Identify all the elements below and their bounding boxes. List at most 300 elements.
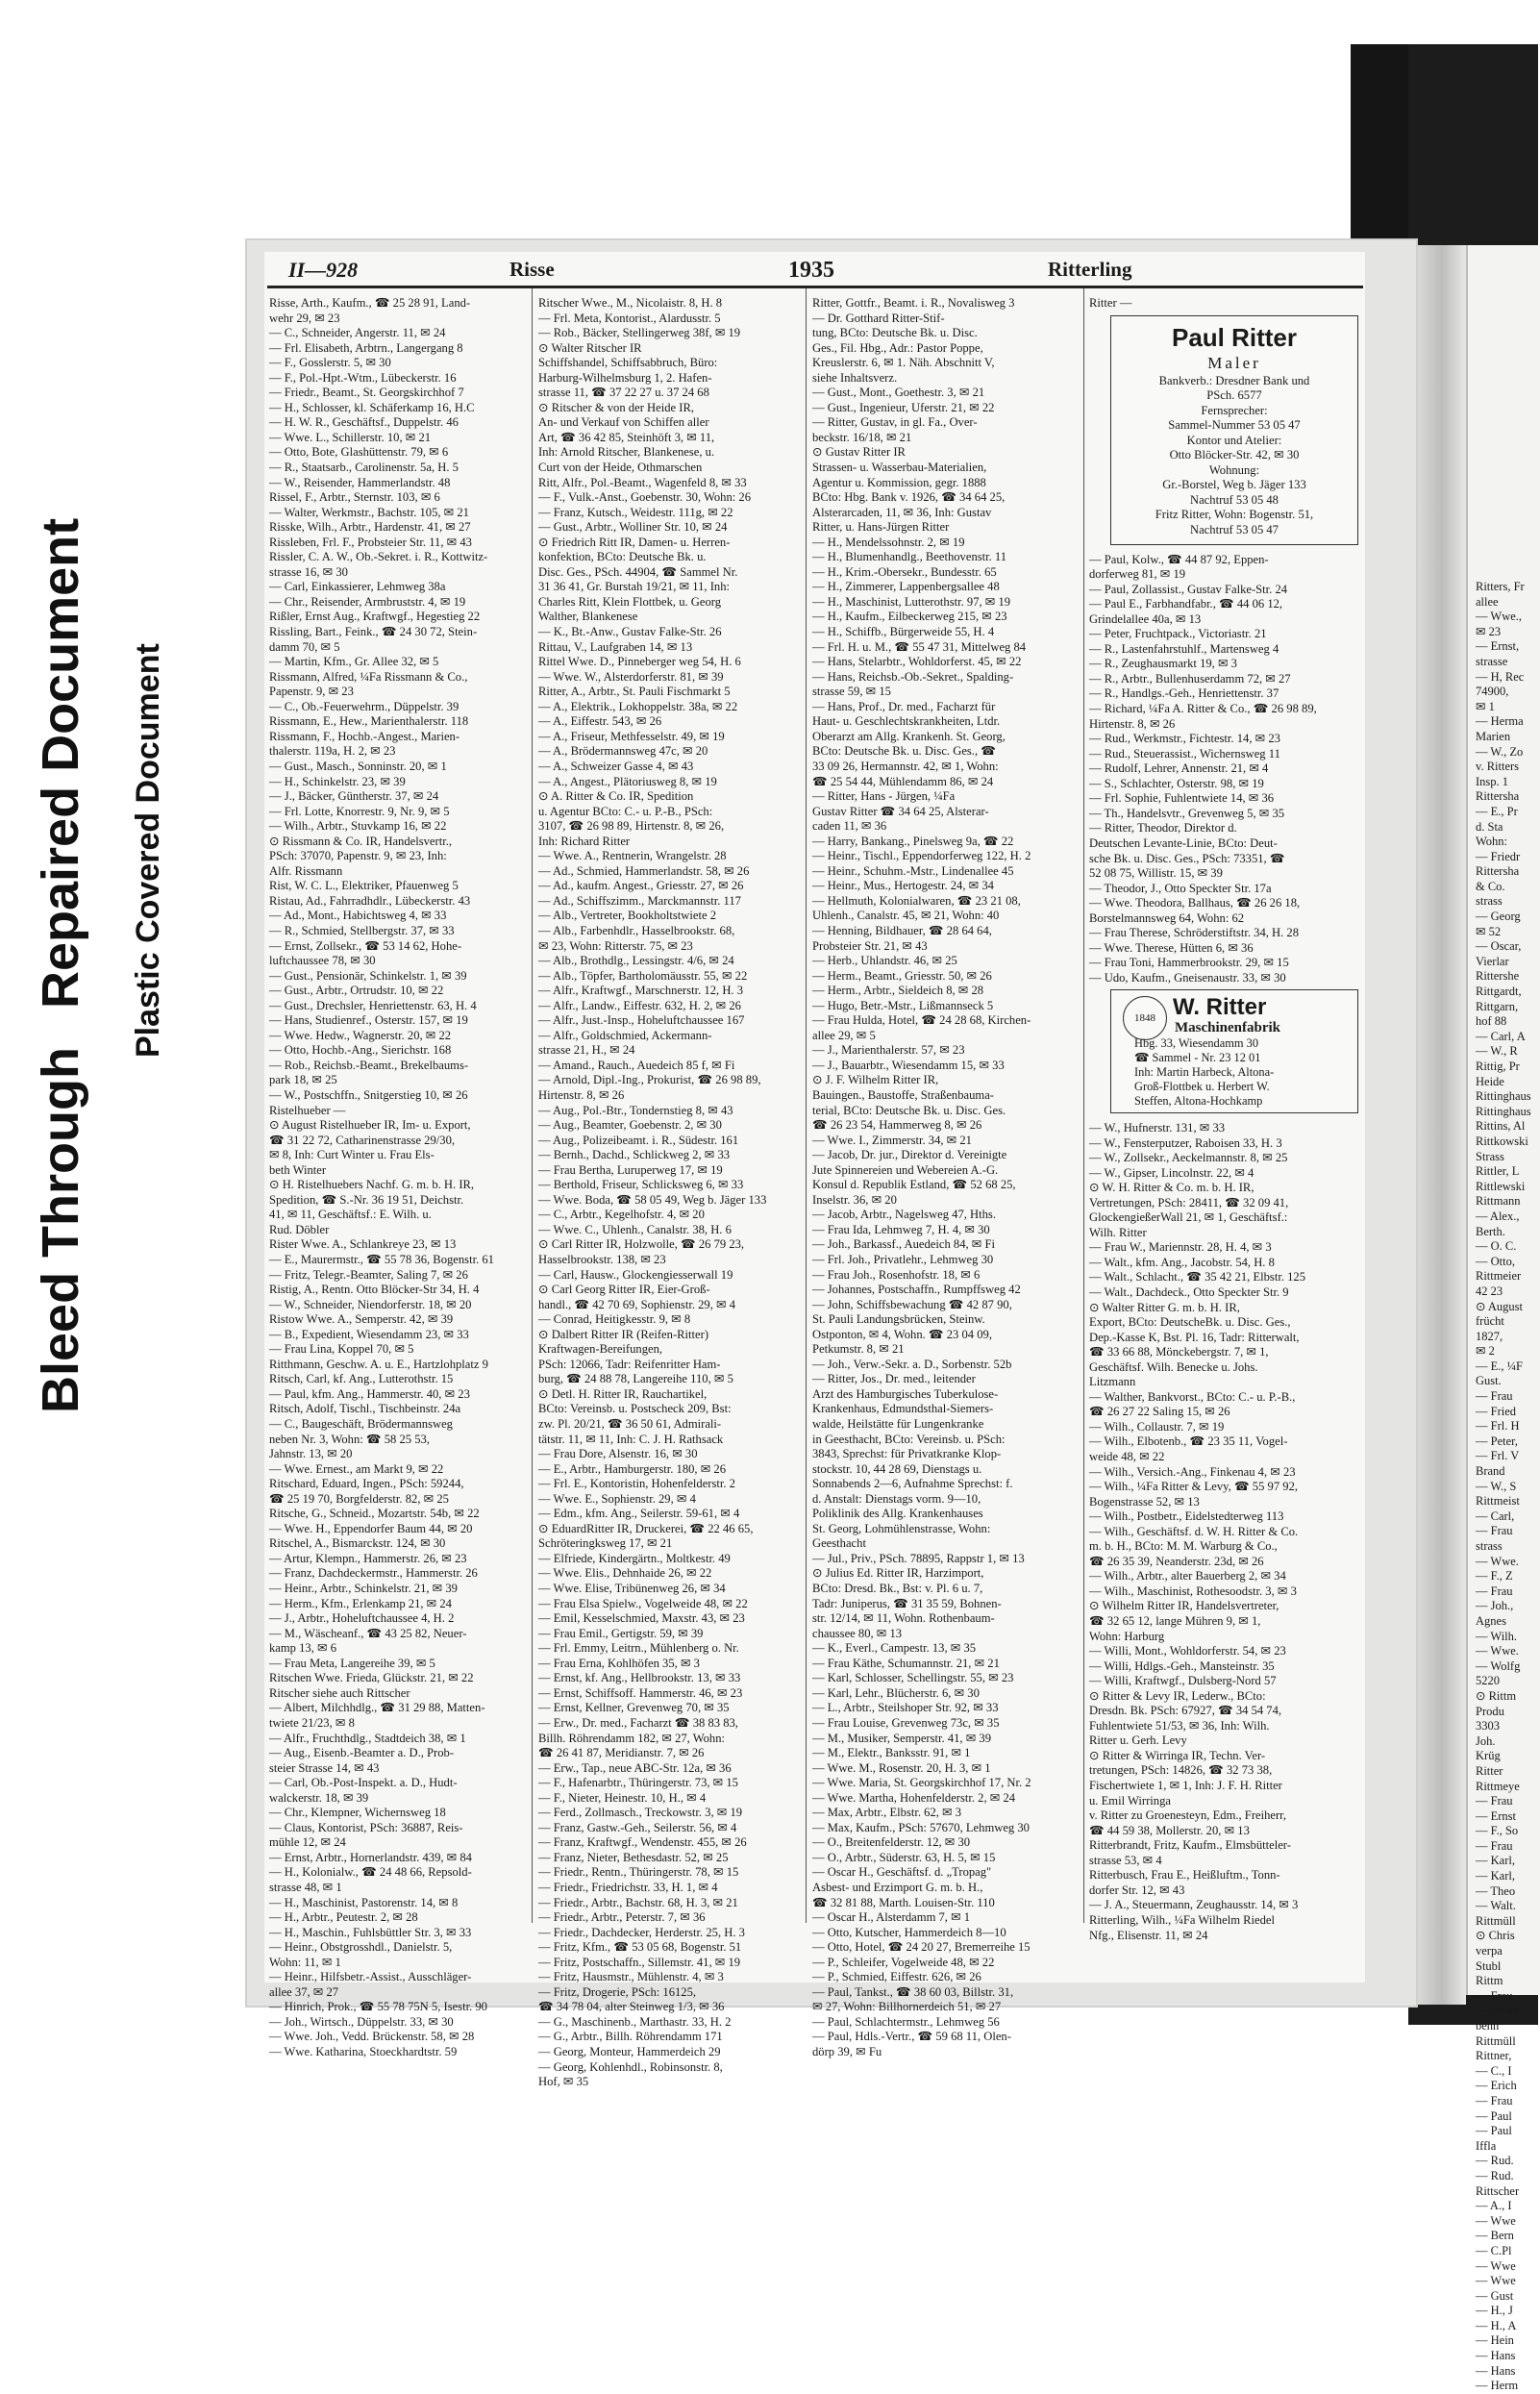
directory-entry: Inh: Martin Harbeck, Altona- xyxy=(1134,1064,1275,1079)
directory-entry: — Alfr., Fruchthdlg., Stadtdeich 38, ✉ 1 xyxy=(269,1731,466,1745)
directory-entry: — H., Schinkelstr. 23, ✉ 39 xyxy=(269,774,406,788)
directory-entry: — Max, Arbtr., Elbstr. 62, ✉ 3 xyxy=(812,1806,962,1820)
directory-entry: ⊙ Detl. H. Ritter IR, Rauchartikel, xyxy=(538,1386,708,1401)
directory-entry: — Ad., Schmied, Hammerlandstr. 58, ✉ 26 xyxy=(538,863,750,878)
directory-entry: — H., Schiffb., Bürgerweide 55, H. 4 xyxy=(812,625,995,639)
directory-entry: Ristau, Ad., Fahrradhdlr., Lübeckerstr. 43 xyxy=(269,893,471,908)
directory-entry: — E., Pr xyxy=(1476,804,1518,818)
directory-entry: — A., Eiffestr. 543, ✉ 26 xyxy=(538,714,662,729)
directory-entry: ☎ 26 27 22 Saling 15, ✉ 26 xyxy=(1089,1405,1230,1419)
directory-entry: — Wwe. Hedw., Wagnerstr. 20, ✉ 22 xyxy=(269,1028,452,1042)
directory-entry: — Hinrich, Prok., ☎ 55 78 75N 5, Isestr. 90 xyxy=(269,2000,487,2014)
directory-entry: — Frau Louise, Grevenweg 73c, ✉ 35 xyxy=(812,1715,1000,1730)
directory-entry: Ritter, A., Arbtr., St. Pauli Fischmarkt 5 xyxy=(538,685,731,699)
directory-entry: — Karl, xyxy=(1476,1854,1515,1868)
directory-entry: ✉ 52 xyxy=(1476,924,1502,938)
directory-entry: 74900, xyxy=(1476,685,1509,699)
directory-entry: 42 23 xyxy=(1476,1284,1503,1298)
directory-entry: — Frau xyxy=(1476,1524,1513,1538)
directory-entry: — Alb., Töpfer, Bartholomäusstr. 55, ✉ 22 xyxy=(538,968,748,983)
directory-entry: ☎ 26 41 87, Meridianstr. 7, ✉ 26 xyxy=(538,1746,705,1760)
directory-entry: — F., Pol.-Hpt.-Wtm., Lübeckerstr. 16 xyxy=(269,370,457,385)
directory-entry: — Heinr., Schuhm.-Mstr., Lindenallee 45 xyxy=(812,863,1014,878)
directory-entry: — Friedr., Rentn., Thüringerstr. 78, ✉ 15 xyxy=(538,1865,739,1880)
directory-entry: — H., Arbtr., Peutestr. 2, ✉ 28 xyxy=(269,1910,418,1925)
directory-entry: — Conrad, Heitigkesstr. 9, ✉ 8 xyxy=(538,1312,691,1327)
directory-entry: — Rob., Reichsb.-Beamt., Brekelbaums- xyxy=(269,1058,469,1072)
directory-entry: strasse 59, ✉ 15 xyxy=(812,685,891,699)
directory-entry: BCto: Dresd. Bk., Bst: v. Pl. 6 u. 7, xyxy=(812,1582,983,1596)
directory-entry: Grindelallee 40a, ✉ 13 xyxy=(1089,611,1202,626)
directory-entry: ⊙ August Ristelhueber IR, Im- u. Export, xyxy=(269,1118,471,1133)
directory-entry: — Fritz, Postschaffn., Sillemstr. 41, ✉ 19 xyxy=(538,1955,741,1969)
directory-entry: — Herm., Beamt., Griesstr. 50, ✉ 26 xyxy=(812,968,992,983)
directory-entry: Art, ☎ 36 42 85, Steinhöft 3, ✉ 11, xyxy=(538,430,715,444)
directory-entry: — W., Zo xyxy=(1476,744,1524,759)
directory-entry: — Walt., kfm. Ang., Jacobstr. 54, H. 8 xyxy=(1089,1255,1275,1269)
directory-entry: — A., I xyxy=(1476,2199,1512,2213)
directory-entry: — Rud. xyxy=(1476,2168,1514,2182)
directory-entry: — Franz, Kutsch., Weidestr. 111g, ✉ 22 xyxy=(538,505,733,519)
directory-entry: — Alex., xyxy=(1476,1209,1520,1223)
directory-entry: — Ritter, Jos., Dr. med., leitender xyxy=(812,1372,976,1386)
directory-entry: 31 36 41, Gr. Burstah 19/21, ✉ 11, Inh: xyxy=(538,580,730,594)
directory-entry: — Wwe. Katharina, Stoeckhardtstr. 59 xyxy=(269,2044,458,2058)
directory-entry: ☎ 26 35 39, Neanderstr. 23d, ✉ 26 xyxy=(1089,1554,1264,1568)
directory-entry: — Aug., Polizeibeamt. i. R., Südestr. 161 xyxy=(538,1133,739,1147)
directory-entry: Wohn: 11, ✉ 1 xyxy=(269,1955,341,1969)
directory-entry: — Georg, Kohlenhdl., Robinsonstr. 8, xyxy=(538,2059,723,2074)
directory-entry: — A., Elektrik., Lokhoppelstr. 38a, ✉ 22 xyxy=(538,699,738,713)
directory-entry: — R., Staatsarb., Carolinenstr. 5a, H. 5 xyxy=(269,461,459,475)
directory-entry: ☎ 32 65 12, lange Mühren 9, ✉ 1, xyxy=(1089,1614,1261,1629)
directory-entry: — Hans, Reichsb.-Ob.-Sekret., Spalding- xyxy=(812,669,1014,684)
page-header xyxy=(288,258,1346,287)
directory-entry: Gr.-Borstel, Weg b. Jäger 133 xyxy=(1162,478,1306,492)
directory-entry: Arzt des Hamburgisches Tuberkulose- xyxy=(812,1386,999,1401)
directory-entry: Ritschel, A., Bismarckstr. 124, ✉ 30 xyxy=(269,1536,446,1551)
directory-entry: twiete 21/23, ✉ 8 xyxy=(269,1715,355,1730)
directory-entry: — C., Arbtr., Kegelhofstr. 4, ✉ 20 xyxy=(538,1208,705,1222)
directory-entry: — Arnold, Dipl.-Ing., Prokurist, ☎ 26 98 89, xyxy=(538,1073,761,1087)
directory-entry: — Alfr., Goldschmied, Ackermann- xyxy=(538,1028,712,1042)
directory-entry: — Jul., Priv., PSch. 78895, Rappstr 1, ✉ 13 xyxy=(812,1551,1025,1565)
directory-entry: Ritter u. Gerh. Levy xyxy=(1089,1733,1187,1748)
directory-entry: — K., Bt.-Anw., Gustav Falke-Str. 26 xyxy=(538,625,722,639)
directory-entry: Rittmeye xyxy=(1476,1779,1520,1793)
directory-entry: allee 29, ✉ 5 xyxy=(812,1028,876,1042)
directory-entry: — Paul, Zollassist., Gustav Falke-Str. 24 xyxy=(1089,582,1288,596)
directory-entry: ✉ 23, Wohn: Ritterstr. 75, ✉ 23 xyxy=(538,938,693,953)
directory-entry: Ritter, u. Hans-Jürgen Ritter xyxy=(812,520,950,535)
directory-entry: — Walt., Dachdeck., Otto Speckter Str. 9 xyxy=(1089,1284,1289,1299)
directory-entry: — H. W. R., Geschäftsf., Duppelstr. 46 xyxy=(269,415,459,430)
directory-entry: Berth. xyxy=(1476,1224,1505,1238)
directory-entry: — Alfr., Just.-Insp., Hoheluftchaussee 167 xyxy=(538,1013,745,1028)
directory-entry: — Gust., Pensionär, Schinkelstr. 1, ✉ 39 xyxy=(269,968,467,983)
directory-entry: — Fritz, Telegr.-Beamter, Saling 7, ✉ 26 xyxy=(269,1267,468,1282)
directory-entry: — Max, Kaufm., PSch: 57670, Lehmweg 30 xyxy=(812,1820,1030,1834)
directory-entry: Billh. Röhrendamm 182, ✉ 27, Wohn: xyxy=(538,1731,726,1745)
directory-entry: — Jacob, Dr. jur., Direktor d. Vereinigte xyxy=(812,1148,1007,1162)
directory-entry: — Erw., Tap., neue ABC-Str. 12a, ✉ 36 xyxy=(538,1760,732,1775)
directory-entry: — Frau Erna, Kohlhöfen 35, ✉ 3 xyxy=(538,1656,700,1670)
directory-entry: — J., Arbtr., Hoheluftchaussee 4, H. 2 xyxy=(269,1611,455,1626)
directory-entry: — H., Kaufm., Eilbeckerweg 215, ✉ 23 xyxy=(812,610,1007,624)
directory-entry: — Herm., Arbtr., Sieldeich 8, ✉ 28 xyxy=(812,984,984,998)
directory-entry: — Carl, xyxy=(1476,1509,1515,1523)
directory-entry: Insp. 1 xyxy=(1476,774,1509,788)
directory-entry: — H., Schlosser, kl. Schäferkamp 16, H.C xyxy=(269,400,475,414)
directory-entry: — O., Arbtr., Süderstr. 63, H. 5, ✉ 15 xyxy=(812,1850,996,1864)
directory-entry: — Willi, Kraftwgf., Dulsberg-Nord 57 xyxy=(1089,1674,1277,1688)
directory-entry: Ritschard, Eduard, Ingen., PSch: 59244, xyxy=(269,1477,464,1491)
directory-entry: — Fried xyxy=(1476,1404,1517,1418)
directory-entry: — Frl. Lotte, Knorrestr. 9, Nr. 9, ✉ 5 xyxy=(269,804,450,818)
directory-entry: — Joh., Wirtsch., Düppelstr. 33, ✉ 30 xyxy=(269,2014,454,2029)
directory-entry: Rittershe xyxy=(1476,969,1520,984)
directory-entry: Kontor und Atelier: xyxy=(1186,433,1282,447)
directory-entry: dorferweg 81, ✉ 19 xyxy=(1089,567,1186,582)
directory-entry: Kreuslerstr. 6, ✉ 1. Näh. Abschnitt V, xyxy=(812,356,995,370)
directory-entry: — Heinr., Mus., Hertogestr. 24, ✉ 34 xyxy=(812,879,994,893)
directory-entry: Rittins, Al xyxy=(1476,1119,1526,1134)
directory-entry: — R., Arbtr., Bullenhuserdamm 72, ✉ 27 xyxy=(1089,671,1291,686)
directory-entry: BCto: Deutsche Bk. u. Disc. Ges., ☎ xyxy=(812,744,996,759)
directory-entry: Ritter xyxy=(1476,1763,1503,1778)
directory-entry: v. Ritter zu Groenesteyn, Edm., Freiherr, xyxy=(1089,1808,1287,1823)
seal-icon: 1848 xyxy=(1123,996,1167,1040)
directory-entry: Geschäftsf. Wilh. Benecke u. Johs. xyxy=(1089,1359,1258,1374)
directory-entry: — Wwe. Theodora, Ballhaus, ☎ 26 26 18, xyxy=(1089,896,1301,910)
directory-entry: — Erw., Dr. med., Facharzt ☎ 38 83 83, xyxy=(538,1715,738,1730)
directory-entry: — Hellmuth, Kolonialwaren, ☎ 23 21 08, xyxy=(812,893,1021,908)
directory-entry: — Wwe., xyxy=(1476,610,1523,624)
directory-entry: 41, ✉ 11, Geschäftsf.: E. Wilh. u. xyxy=(269,1208,432,1222)
directory-entry: Vertretungen, PSch: 28411, ☎ 32 09 41, xyxy=(1089,1195,1289,1209)
directory-entry: — Wilh., Versich.-Ang., Finkenau 4, ✉ 23 xyxy=(1089,1464,1296,1479)
directory-entry: — Wilh., Postbetr., Eidelstedterweg 113 xyxy=(1089,1509,1284,1524)
directory-entry: — Paul, kfm. Ang., Hammerstr. 40, ✉ 23 xyxy=(269,1386,470,1401)
directory-entry: — H., Krim.-Obersekr., Bundesstr. 65 xyxy=(812,564,997,579)
directory-entry: Harburg-Wilhelmsburg 1, 2. Hafen- xyxy=(538,370,712,385)
directory-entry: — W., Schneider, Niendorferstr. 18, ✉ 20 xyxy=(269,1297,472,1311)
directory-entry: Bogenstrasse 52, ✉ 13 xyxy=(1089,1494,1200,1509)
directory-entry: — Frau Toni, Hammerbrookstr. 29, ✉ 15 xyxy=(1089,956,1289,970)
directory-entry: — Hans, Stelarbtr., Wohldorferst. 45, ✉ 22 xyxy=(812,655,1022,669)
directory-entry: — W., Reisender, Hammerlandstr. 48 xyxy=(269,475,451,489)
directory-entry: — Ritter, Hans - Jürgen, ¼Fa xyxy=(812,789,956,804)
directory-entry: — Wwe. E., Sophienstr. 29, ✉ 4 xyxy=(538,1491,696,1506)
directory-entry: 5220 xyxy=(1476,1674,1500,1688)
directory-entry: Rittmeier xyxy=(1476,1269,1522,1284)
directory-entry: — Ritter, Gustav, in gl. Fa., Over- xyxy=(812,415,978,430)
directory-entry: — Peter, xyxy=(1476,1434,1518,1448)
directory-entry: Hirtenstr. 8, ✉ 26 xyxy=(1089,716,1176,731)
directory-entry: Risske, Wilh., Arbtr., Hardenstr. 41, ✉ 27 xyxy=(269,520,471,535)
next-page-strip xyxy=(1466,245,1540,2393)
directory-entry: Rißler, Ernst Aug., Kraftwgf., Hegestieg 22 xyxy=(269,610,481,624)
directory-entry: Sammel-Nummer 53 05 47 xyxy=(1168,418,1301,433)
directory-entry: Agentur u. Kommission, gegr. 1888 xyxy=(812,475,986,489)
directory-entry: — Friedr., Arbtr., Bachstr. 68, H. 3, ✉ 21 xyxy=(538,1895,738,1909)
directory-entry: Fischertwiete 1, ✉ 1, Inh: J. F. H. Ritter xyxy=(1089,1779,1282,1793)
directory-entry: — Peter, Fruchtpack., Victoriastr. 21 xyxy=(1089,627,1267,641)
directory-entry: — G., Arbtr., Billh. Röhrendamm 171 xyxy=(538,2030,723,2044)
directory-entry: — Alfr., Kraftwgf., Marschnerstr. 12, H. 3 xyxy=(538,984,744,998)
directory-entry: — Wwe. Ernest., am Markt 9, ✉ 22 xyxy=(269,1461,444,1476)
directory-entry: — Frau xyxy=(1476,1988,1513,2003)
directory-entry: Ritsch, Carl, kf. Ang., Lutterothstr. 15 xyxy=(269,1372,454,1386)
directory-entry: — Johan xyxy=(1476,2004,1519,2018)
directory-entry: — Paul xyxy=(1476,2124,1512,2138)
directory-entry: — B., Expedient, Wiesendamm 23, ✉ 33 xyxy=(269,1327,469,1341)
directory-entry: — Wwe. H., Eppendorfer Baum 44, ✉ 20 xyxy=(269,1521,473,1535)
directory-entry: — Hans, Prof., Dr. med., Facharzt für xyxy=(812,699,996,713)
directory-entry: Rittinghaus xyxy=(1476,1104,1531,1118)
directory-entry: — Frl. Sophie, Fuhlentwiete 14, ✉ 36 xyxy=(1089,791,1275,806)
directory-entry: — Walter, Werkmstr., Bachstr. 105, ✉ 21 xyxy=(269,505,469,519)
directory-entry: — Ernst, Schiffsoff. Hammerstr. 46, ✉ 23 xyxy=(538,1685,743,1700)
directory-entry: — W., Hufnerstr. 131, ✉ 33 xyxy=(1089,1120,1226,1135)
directory-entry: terial, BCto: Deutsche Bk. u. Disc. Ges. xyxy=(812,1103,1006,1117)
directory-entry: Rittgarn, xyxy=(1476,999,1519,1013)
directory-entry: Asbest- und Erzimport G. m. b. H., xyxy=(812,1880,983,1894)
directory-entry: Fuhlentwiete 51/53, ✉ 36, Inh: Wilh. xyxy=(1089,1718,1270,1733)
directory-entry: — Herm xyxy=(1476,2379,1519,2393)
directory-entry: ✉ 2 xyxy=(1476,1344,1495,1359)
directory-entry: tretungen, PSch: 14826, ☎ 32 73 38, xyxy=(1089,1763,1273,1778)
directory-entry: str. 12/14, ✉ 11, Wohn. Rothenbaum- xyxy=(812,1611,995,1626)
directory-entry: Otto Blöcker-Str. 42, ✉ 30 xyxy=(1169,448,1300,462)
directory-entry: St. Georg, Lohmühlenstrasse, Wohn: xyxy=(812,1521,991,1535)
directory-entry: — Gust., Ingenieur, Uferstr. 21, ✉ 22 xyxy=(812,400,995,414)
directory-entry: Ritterbusch, Frau E., Heißluftm., Tonn- xyxy=(1089,1868,1280,1883)
directory-entry: Ritt, Alfr., Pol.-Beamt., Wagenfeld 8, ✉ 33 xyxy=(538,475,747,489)
directory-entry: — Wwe. A., Rentnerin, Wrangelstr. 28 xyxy=(538,849,727,863)
directory-entry: — Frau Lina, Koppel 70, ✉ 5 xyxy=(269,1342,414,1357)
directory-entry: — Fritz, Kfm., ☎ 53 05 68, Bogenstr. 51 xyxy=(538,1940,742,1955)
column-divider xyxy=(1083,288,1084,1923)
directory-entry: — Wwe. C., Uhlenh., Canalstr. 38, H. 6 xyxy=(538,1222,732,1236)
directory-entry: BCto: Vereinsb. u. Postscheck 209, Bst: xyxy=(538,1402,732,1416)
directory-entry: Schiffshandel, Schiffsabbruch, Büro: xyxy=(538,356,718,370)
directory-entry: — O., Breitenfelderstr. 12, ✉ 30 xyxy=(812,1835,971,1850)
directory-entry: Uhlenh., Canalstr. 45, ✉ 21, Wohn: 40 xyxy=(812,909,1000,923)
directory-entry: ⊙ A. Ritter & Co. IR, Spedition xyxy=(538,789,694,804)
directory-entry: Dresdn. Bk. PSch: 67927, ☎ 34 54 74, xyxy=(1089,1704,1282,1718)
directory-entry: — H., Blumenhandlg., Beethovenstr. 11 xyxy=(812,550,1007,564)
directory-entry: — Hugo, Betr.-Mstr., Lißmannseck 5 xyxy=(812,998,994,1012)
directory-entry: — Wwe xyxy=(1476,2258,1516,2273)
directory-entry: handl., ☎ 42 70 69, Sophienstr. 29, ✉ 4 xyxy=(538,1297,735,1311)
directory-entry: Joh. xyxy=(1476,1733,1496,1748)
directory-entry: Geesthacht xyxy=(812,1536,866,1551)
directory-entry: ⊙ Carl Georg Ritter IR, Eier-Groß- xyxy=(538,1283,710,1297)
directory-entry: Papenstr. 9, ✉ 23 xyxy=(269,685,354,699)
directory-entry: — Wwe. Maria, St. Georgskirchhof 17, Nr. 2 xyxy=(812,1776,1031,1790)
directory-entry: — Udo, Kaufm., Gneisenaustr. 33, ✉ 30 xyxy=(1089,970,1286,985)
directory-entry: frücht xyxy=(1476,1314,1504,1329)
directory-entry: hof 88 xyxy=(1476,1014,1507,1029)
directory-entry: — Willi, Hdlgs.-Geh., Mansteinstr. 35 xyxy=(1089,1658,1275,1673)
directory-entry: — H., Kolonialw., ☎ 24 48 66, Repsold- xyxy=(269,1865,472,1880)
directory-entry: — Rudolf, Lehrer, Annenstr. 21, ✉ 4 xyxy=(1089,761,1269,776)
directory-entry: u. Emil Wirringa xyxy=(1089,1793,1171,1808)
directory-entry: kamp 13, ✉ 6 xyxy=(269,1641,337,1656)
directory-entry: Iffla xyxy=(1476,2138,1497,2153)
directory-entry: Ritsch, Adolf, Tischl., Tischbeinstr. 24a xyxy=(269,1402,461,1416)
directory-entry: Kraftwagen-Bereifungen, xyxy=(538,1342,663,1357)
directory-entry: — A., Schweizer Gasse 4, ✉ 43 xyxy=(538,759,694,773)
directory-entry: Probsteier Str. 21, ✉ 43 xyxy=(812,938,928,953)
directory-entry: ⊙ Walter Ritter G. m. b. H. IR, xyxy=(1089,1300,1240,1314)
directory-entry: — Herma xyxy=(1476,714,1524,729)
directory-entry: Ritschen Wwe. Frieda, Glückstr. 21, ✉ 22 xyxy=(269,1671,474,1685)
directory-entry: PSch. 6577 xyxy=(1206,388,1262,403)
directory-entry: — S., Schlachter, Osterstr. 98, ✉ 19 xyxy=(1089,776,1264,790)
directory-entry: — Franz, Gastw.-Geh., Seilerstr. 56, ✉ 4 xyxy=(538,1820,737,1834)
directory-entry: ⊙ Dalbert Ritter IR (Reifen-Ritter) xyxy=(538,1327,709,1341)
directory-entry: chaussee 80, ✉ 13 xyxy=(812,1626,903,1640)
directory-entry: — W., Postschffn., Snitgerstieg 10, ✉ 26 xyxy=(269,1087,468,1102)
directory-entry: — Wwe. I., Zimmerstr. 34, ✉ 21 xyxy=(812,1133,972,1147)
directory-entry: — Otto, Hochb.-Ang., Sierichstr. 168 xyxy=(269,1043,452,1058)
directory-entry: Oberarzt am Allg. Krankenh. St. Georg, xyxy=(812,729,1006,743)
directory-entry: — W., Fensterputzer, Raboisen 33, H. 3 xyxy=(1089,1135,1282,1150)
advert-name: W. Ritter xyxy=(1173,994,1267,1021)
column-3 xyxy=(812,296,1080,2058)
directory-entry: ⊙ J. F. Wilhelm Ritter IR, xyxy=(812,1073,939,1087)
directory-entry: Strass xyxy=(1476,1149,1504,1163)
directory-entry: — C., Baugeschäft, Brödermannsweg xyxy=(269,1417,453,1432)
directory-entry: — Herm., Kfm., Erlenkamp 21, ✉ 24 xyxy=(269,1596,452,1610)
directory-entry: — Edm., kfm. Ang., Seilerstr. 59-61, ✉ 4 xyxy=(538,1507,740,1521)
directory-entry: — Ad., Mont., Habichtsweg 4, ✉ 33 xyxy=(269,909,447,923)
directory-entry: ⊙ August xyxy=(1476,1299,1524,1313)
side-label-bleed-repaired xyxy=(31,480,90,1413)
directory-entry: — Herb., Uhlandstr. 46, ✉ 25 xyxy=(812,954,957,968)
directory-entry: — Friedr., Friedrichstr. 33, H. 1, ✉ 4 xyxy=(538,1880,718,1894)
column-divider xyxy=(532,288,533,1923)
directory-entry: Disc. Ges., PSch. 44904, ☎ Sammel Nr. xyxy=(538,564,738,579)
advert-lines xyxy=(1115,374,1354,538)
directory-entry: Fritz Ritter, Wohn: Bogenstr. 51, xyxy=(1155,508,1314,522)
directory-entry: tung, BCto: Deutsche Bk. u. Disc. xyxy=(812,326,978,340)
directory-entry: — Alb., Brothdlg., Lessingstr. 4/6, ✉ 24 xyxy=(538,954,734,968)
directory-entry: — Wwe. Boda, ☎ 58 05 49, Weg b. Jäger 133 xyxy=(538,1192,767,1207)
directory-entry: u. Agentur BCto: C.- u. P.-B., PSch: xyxy=(538,804,713,818)
directory-entry: allee xyxy=(1476,594,1499,609)
directory-entry: — Alfr., Landw., Eiffestr. 632, H. 2, ✉ 26 xyxy=(538,998,741,1012)
column-4 xyxy=(1089,296,1358,1942)
directory-entry: ⊙ Ritter & Wirringa IR, Techn. Ver- xyxy=(1089,1748,1266,1762)
directory-entry: Litzmann xyxy=(1089,1375,1136,1389)
directory-entry: ☎ 25 19 70, Borgfelderstr. 82, ✉ 25 xyxy=(269,1491,449,1506)
directory-entry: d. Anstalt: Dienstags vorm. 9—10, xyxy=(812,1491,981,1506)
directory-entry: — F., So xyxy=(1476,1824,1519,1838)
directory-entry: — Otto, Kutscher, Hammerdeich 8—10 xyxy=(812,1925,1006,1939)
directory-entry: Vierlar xyxy=(1476,954,1509,968)
directory-entry: — Frl. H xyxy=(1476,1419,1520,1434)
paul-ritter-advert xyxy=(1110,315,1358,545)
directory-entry: Rittmeist xyxy=(1476,1494,1520,1509)
directory-entry: — Paul, Tankst., ☎ 38 60 03, Billstr. 31, xyxy=(812,1984,1014,1999)
page-number: II—928 xyxy=(288,258,359,282)
directory-entry: ☎ 44 59 38, Mollerstr. 20, ✉ 13 xyxy=(1089,1823,1250,1837)
directory-entry: — Amand., Rauch., Auedeich 85 f, ✉ Fi xyxy=(538,1058,735,1072)
directory-entry: Ritterling, Wilh., ¼Fa Wilhelm Riedel xyxy=(1089,1912,1276,1927)
directory-entry: Wohnung: xyxy=(1208,462,1260,477)
directory-entry: — Gust., Arbtr., Wolliner Str. 10, ✉ 24 xyxy=(538,520,728,535)
directory-entry: Rittinghaus xyxy=(1476,1089,1531,1104)
directory-entry: — Martin, Kfm., Gr. Allee 32, ✉ 5 xyxy=(269,655,439,669)
directory-entry: — Friedr xyxy=(1476,849,1521,863)
directory-entry: — Elfriede, Kindergärtn., Moltkestr. 49 xyxy=(538,1551,731,1565)
directory-entry: — Friedr., Dachdecker, Herderstr. 25, H. 3 xyxy=(538,1925,745,1939)
directory-entry: — Bernh., Dachd., Schlickweg 2, ✉ 33 xyxy=(538,1148,731,1162)
directory-entry: — Theodor, J., Otto Speckter Str. 17a xyxy=(1089,881,1272,895)
directory-entry: Rissling, Bart., Feink., ☎ 24 30 72, Stein- xyxy=(269,625,478,639)
directory-entry: Brand xyxy=(1476,1464,1505,1479)
directory-entry: — Dr. Gotthard Ritter-Stif- xyxy=(812,311,945,325)
directory-entry: — Wwe. Elise, Tribünenweg 26, ✉ 34 xyxy=(538,1582,726,1596)
directory-entry: — Aug., Beamter, Goebenstr. 2, ✉ 30 xyxy=(538,1118,722,1133)
directory-entry: — Frau xyxy=(1476,2093,1513,2107)
directory-entry: ⊙ Ritscher & von der Heide IR, xyxy=(538,400,694,414)
directory-entry: — E., Arbtr., Hamburgerstr. 180, ✉ 26 xyxy=(538,1461,727,1476)
directory-entry: ⊙ Friedrich Ritt IR, Damen- u. Herren- xyxy=(538,535,731,549)
directory-entry: ⊙ Rittm xyxy=(1476,1688,1517,1703)
directory-entry: — C.Pl xyxy=(1476,2243,1512,2257)
directory-entry: Ritter, Gottfr., Beamt. i. R., Novalisweg 3 xyxy=(812,296,1015,310)
directory-entry: strasse 11, ☎ 37 22 27 u. 37 24 68 xyxy=(538,386,709,400)
directory-entry: — Wwe. Therese, Hütten 6, ✉ 36 xyxy=(1089,940,1254,955)
directory-entry: Rittel Wwe. D., Pinneberger weg 54, H. 6 xyxy=(538,655,741,669)
directory-entry: Ritscher Wwe., M., Nicolaistr. 8, H. 8 xyxy=(538,296,723,310)
directory-entry: — Frau xyxy=(1476,1838,1513,1853)
directory-entry: Ritsche, G., Schneid., Mozartstr. 54b, ✉ 22 xyxy=(269,1507,480,1521)
directory-entry: ☎ 33 66 88, Mönckebergstr. 7, ✉ 1, xyxy=(1089,1345,1269,1359)
directory-entry: ☎ 31 22 72, Catharinenstrasse 29/30, xyxy=(269,1133,456,1147)
directory-entry: — Wolfg xyxy=(1476,1658,1521,1673)
directory-entry: Risse, Arth., Kaufm., ☎ 25 28 91, Land- xyxy=(269,296,471,310)
directory-entry: — Gust xyxy=(1476,2288,1514,2303)
directory-entry: — A., Friseur, Methfesselstr. 49, ✉ 19 xyxy=(538,729,725,743)
directory-entry: — Frau Meta, Langereihe 39, ✉ 5 xyxy=(269,1656,435,1670)
directory-entry: — Harry, Bankang., Pinelsweg 9a, ☎ 22 xyxy=(812,834,1014,848)
directory-entry: — C., Ob.-Feuerwehrm., Düppelstr. 39 xyxy=(269,699,460,713)
directory-entry: — Paul E., Farbhandfabr., ☎ 44 06 12, xyxy=(1089,597,1283,611)
directory-entry: Spedition, ☎ S.-Nr. 36 19 51, Deichstr. xyxy=(269,1192,464,1207)
directory-entry: Rittau, V., Laufgraben 14, ✉ 13 xyxy=(538,639,693,654)
directory-entry: Rittersha xyxy=(1476,789,1520,804)
directory-entry: — Frau xyxy=(1476,1584,1513,1598)
directory-entry: — Wwe. Joh., Vedd. Brückenstr. 58, ✉ 28 xyxy=(269,2030,475,2044)
directory-entry: & Co. xyxy=(1476,879,1505,893)
side-label-plastic-block xyxy=(125,481,183,1058)
directory-entry: Tadr: Juniperus, ☎ 31 35 59, Bohnen- xyxy=(812,1596,1002,1610)
directory-entry: Hbg. 33, Wiesendamm 30 xyxy=(1134,1035,1259,1050)
directory-entry: — Berthold, Friseur, Schlicksweg 6, ✉ 33 xyxy=(538,1178,744,1192)
directory-entry: Schröteringksweg 17, ✉ 21 xyxy=(538,1536,673,1551)
directory-entry: — Karl, xyxy=(1476,1869,1515,1883)
directory-entry: Ristelhueber — xyxy=(269,1103,346,1117)
directory-entry: — Joh., xyxy=(1476,1599,1514,1613)
guide-word-left: Risse xyxy=(509,258,555,281)
directory-entry: — Carl, Ob.-Post-Inspekt. a. D., Hudt- xyxy=(269,1776,458,1790)
directory-entry: — F., Nieter, Heinestr. 10, H., ✉ 4 xyxy=(538,1790,707,1805)
